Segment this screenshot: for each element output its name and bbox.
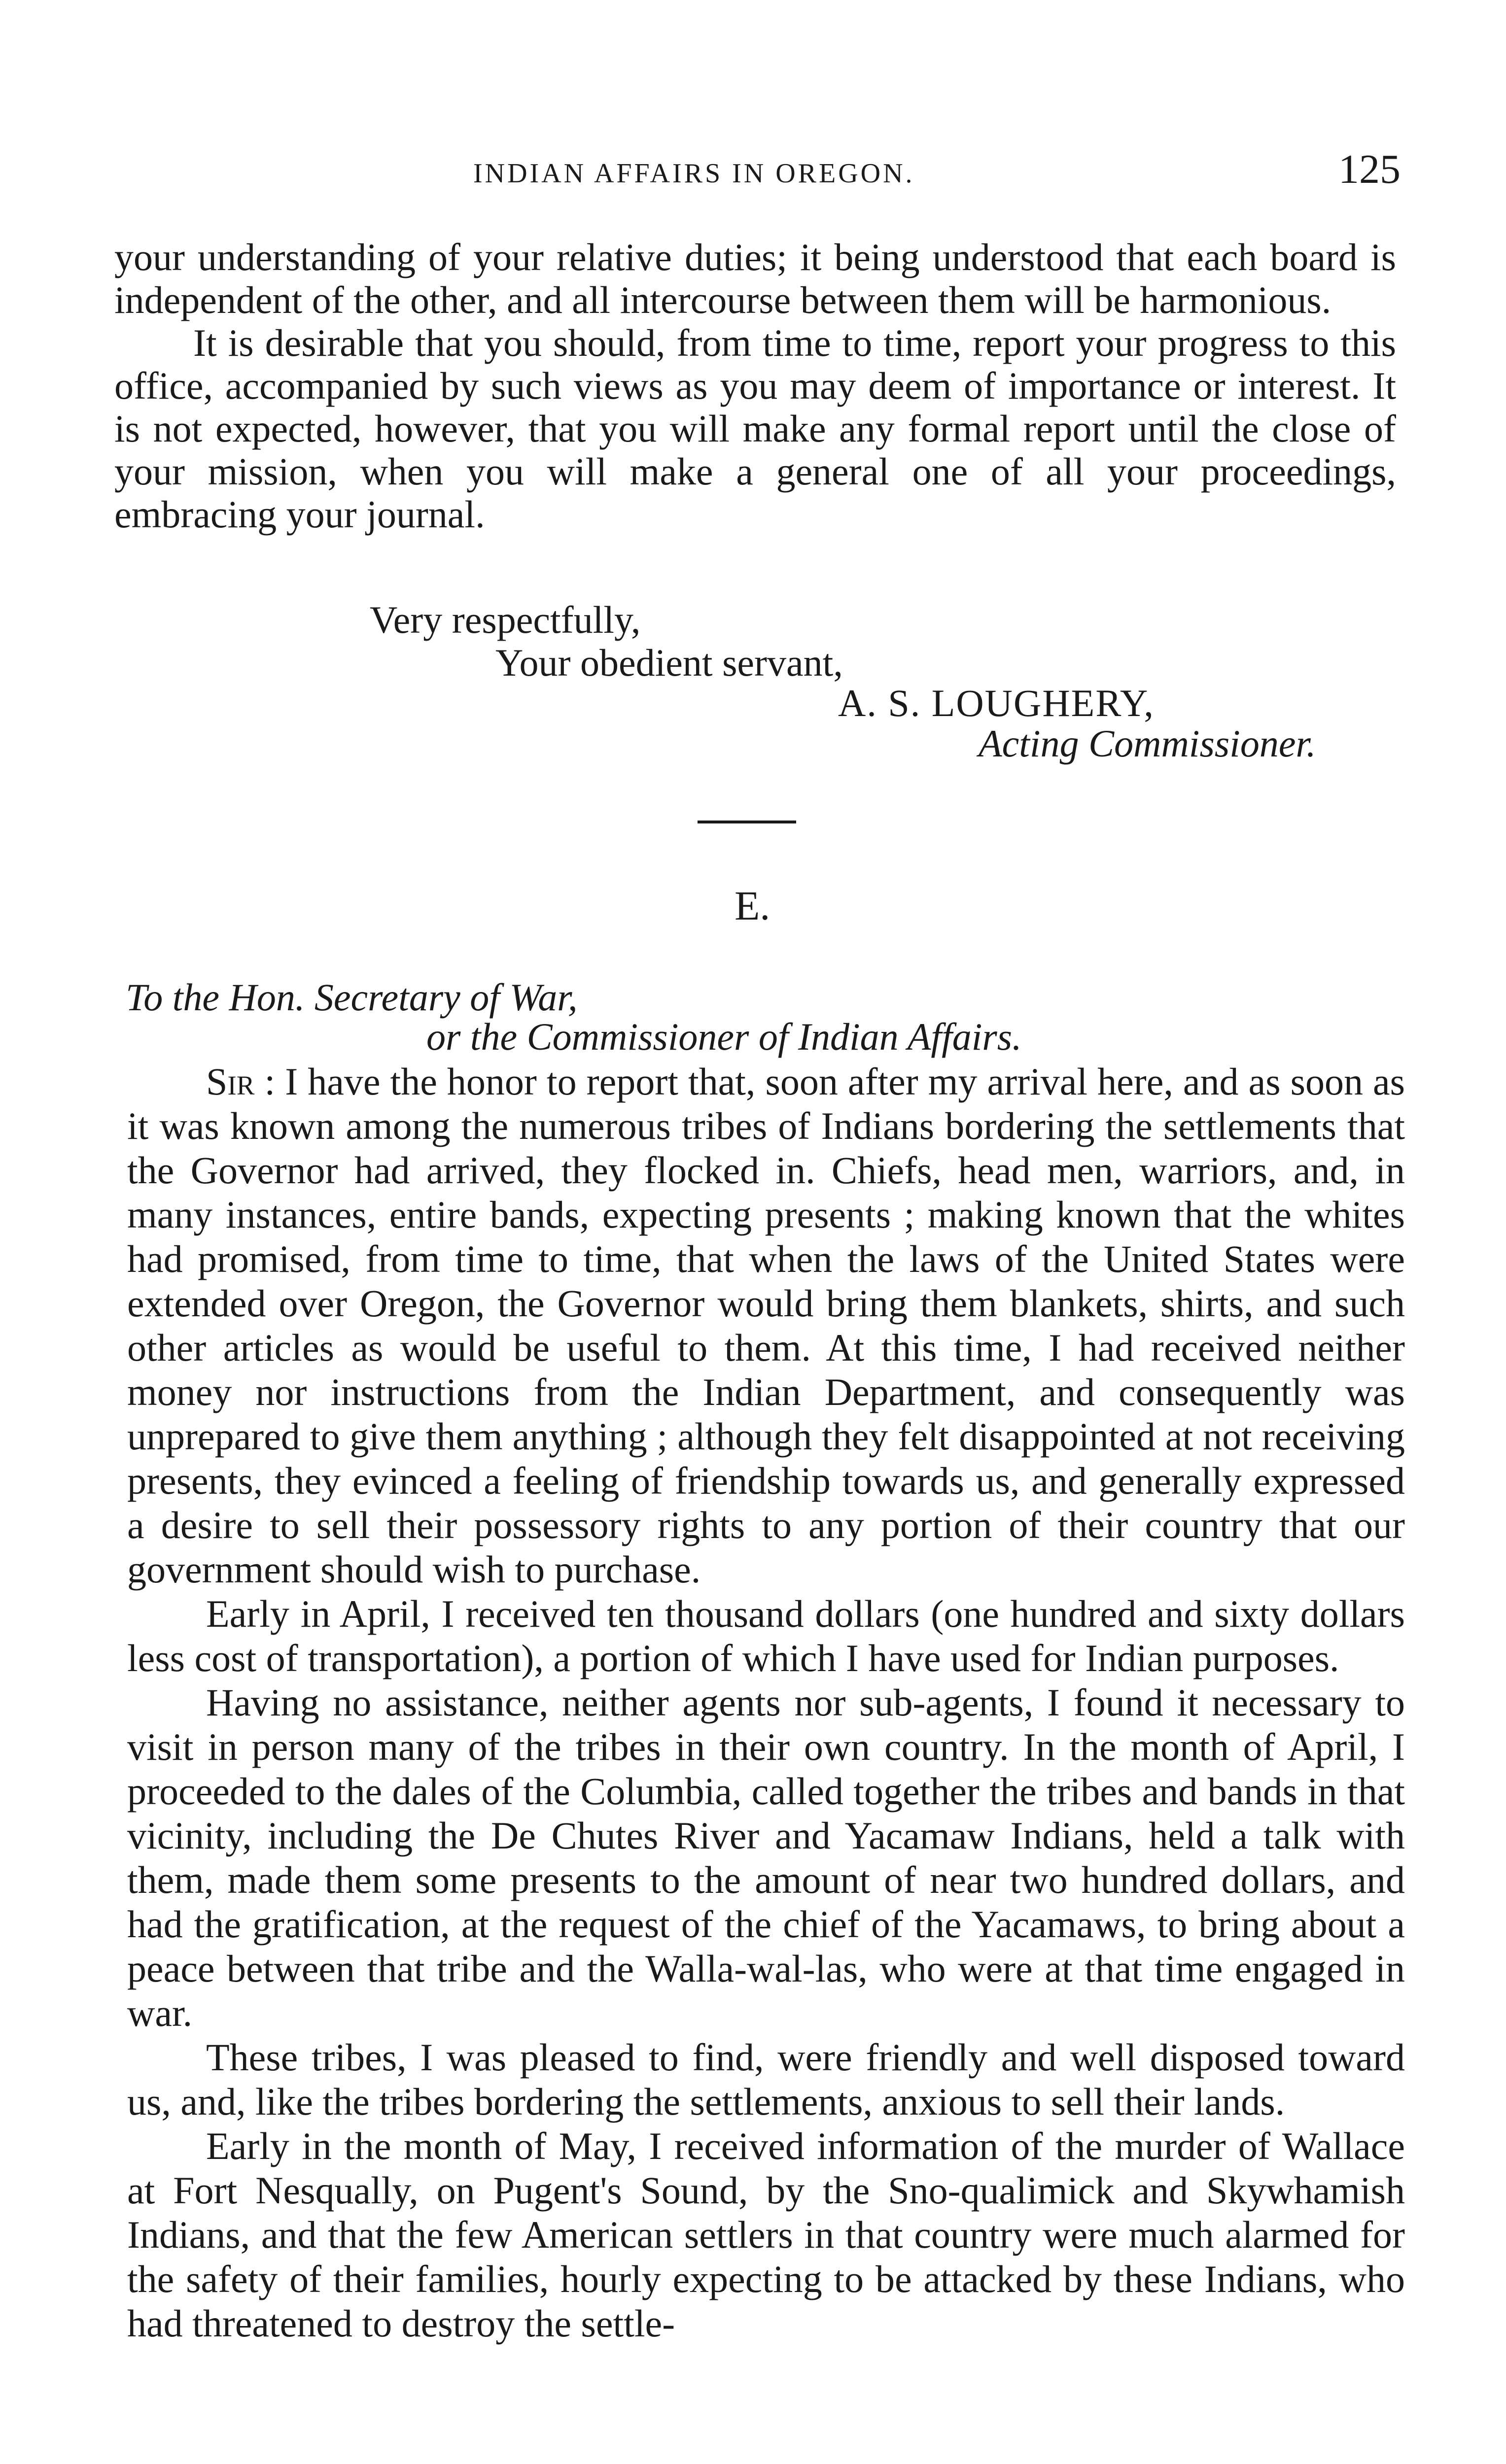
section-divider: [698, 821, 796, 823]
paragraph-text: I have the honor to report that, soon after my arrival here, and as soon as it was known among the numerous tribes of Indians bordering the settlements that the Governor had arrived, they flocked in. Chiefs, head men, warriors, and, in many instances, entire bands, expecting presents ; making known that the whites had promised, from time to time, that when the laws of the United States were extended over Oregon, the Governor would bring them blankets, shirts, and such other articles as would be useful to them. At this time, I had received neither money nor instructions from the Indian Department, and consequently was unprepared to give them anything ; although they felt disappointed at not receiving presents, they evinced a feeling of friendship towards us, and generally expressed a desire to sell their possessory rights to any portion of their country that our government should wish to purchase.: [127, 1060, 1405, 1591]
paragraph: Early in the month of May, I received information of the murder of Wallace at Fort Nesqually, on Pugent's Sound, by the Sno-qualimick and Skywhamish Indians, and that the few American settlers in that country were much alarmed for the safety of their families, hourly expecting to be attacked by these Indians, who had threatened to destroy the settle-: [127, 2124, 1405, 2345]
paragraph: Having no assistance, neither agents nor sub-agents, I found it necessary to visit in person many of the tribes in their own country. In the month of April, I proceeded to the dales of the Columbia, called together the tribes and bands in that vicinity, including the De Chutes River and Yacamaw Indians, held a talk with them, made them some presents to the amount of near two hundred dollars, and had the gratification, at the request of the chief of the Yacamaws, to bring about a peace between that tribe and the Walla-wal-las, who were at that time engaged in war.: [127, 1681, 1405, 2034]
address-line: To the Hon. Secretary of War,: [126, 976, 578, 1019]
signature: A. S. LOUGHERY,: [838, 682, 1155, 724]
signature-title: Acting Commissioner.: [979, 722, 1316, 765]
section-heading: E.: [735, 883, 771, 929]
address-line: or the Commissioner of Indian Affairs.: [426, 1015, 1022, 1058]
complimentary-close: Your obedient servant,: [495, 641, 843, 684]
valediction: Very respectfully,: [370, 598, 641, 641]
paragraph: Early in April, I received ten thousand dollars (one hundred and sixty dollars less cost of transportation), a portion of which I have used for Indian purposes.: [127, 1592, 1405, 1679]
salutation: Sir :: [206, 1060, 276, 1103]
paragraph: These tribes, I was pleased to find, were friendly and well disposed toward us, and, like the tribes bordering the settlements, anxious to sell their lands.: [127, 2036, 1405, 2123]
paragraph: your understanding of your relative duties; it being understood that each board is independent of the other, and all intercourse between them will be harmonious.: [114, 236, 1396, 321]
paragraph: [127, 1060, 1405, 1592]
top-text-block: [114, 236, 1396, 536]
letter-body: [127, 1060, 1405, 2346]
running-head: INDIAN AFFAIRS IN OREGON.: [473, 158, 915, 189]
page-number: 125: [1338, 146, 1401, 192]
paragraph: It is desirable that you should, from time to time, report your progress to this office, accompanied by such views as you may deem of importance or interest. It is not expected, however, that you will make any formal report until the close of your mission, when you will make a general one of all your proceedings, embracing your journal.: [114, 321, 1396, 536]
